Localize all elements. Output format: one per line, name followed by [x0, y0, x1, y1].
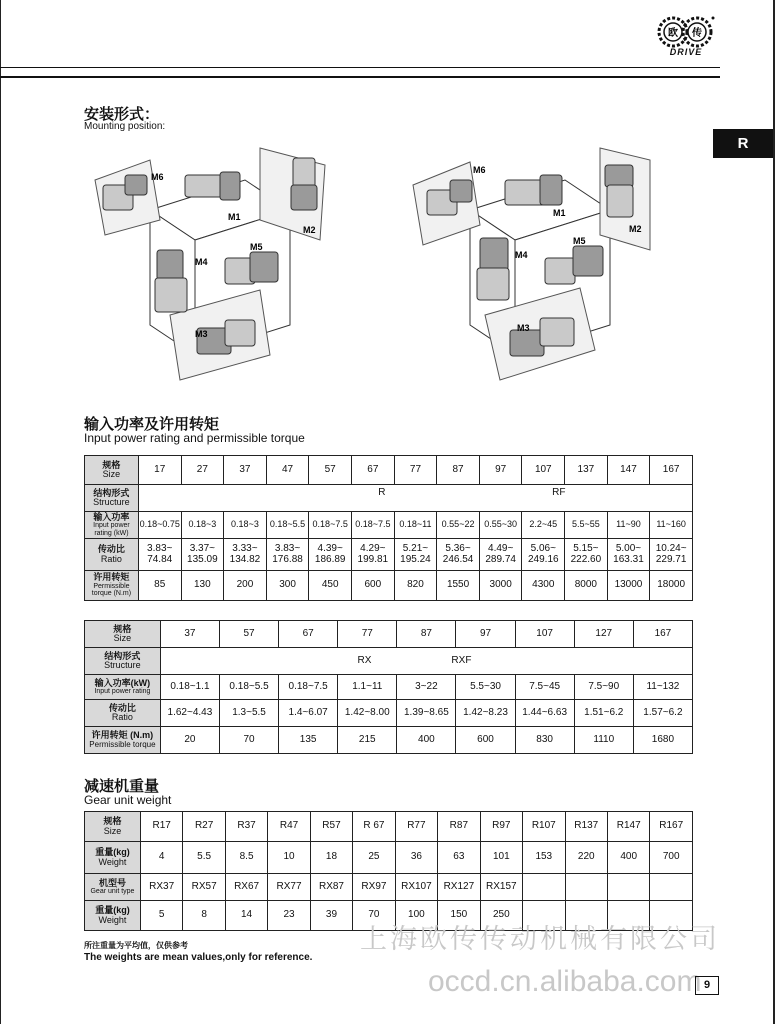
- t2-structure: [160, 648, 692, 675]
- t3-type: [565, 874, 607, 901]
- t2-power: 1.1~11: [338, 675, 397, 700]
- t2-torque: 1110: [574, 727, 633, 754]
- t3-type: RX37: [140, 874, 182, 901]
- t2-size: 107: [515, 621, 574, 648]
- t2-power: 0.18~1.1: [160, 675, 219, 700]
- t3-type-weight: 8: [183, 901, 225, 931]
- t2-ratio: 1.4~6.07: [279, 700, 338, 727]
- t1-torque: 200: [224, 571, 267, 601]
- t1-size: 67: [352, 456, 395, 485]
- t1-ratio: 3.37~ 135.09: [181, 539, 224, 571]
- t2-size: 57: [219, 621, 278, 648]
- label-m4: M4: [195, 257, 208, 267]
- power-table-r: [84, 455, 693, 601]
- label-m3-right: M3: [517, 323, 530, 333]
- t1-power: 0.18~11: [394, 512, 437, 539]
- t2-torque: 600: [456, 727, 515, 754]
- t1-power: 0.18~3: [181, 512, 224, 539]
- t2-power: 5.5~30: [456, 675, 515, 700]
- label-m1: M1: [228, 212, 241, 222]
- t1-ratio: 4.39~ 186.89: [309, 539, 352, 571]
- t1-power: 0.18~0.75: [138, 512, 181, 539]
- t3-type: [523, 874, 565, 901]
- mounting-title-cn: 安装形式：: [84, 106, 160, 123]
- label-m1-right: M1: [553, 208, 566, 218]
- t3-type: RX127: [438, 874, 480, 901]
- t2-torque: 400: [397, 727, 456, 754]
- t3-size: R17: [140, 812, 182, 842]
- t3-type: [650, 874, 693, 901]
- weight-table: [84, 811, 693, 931]
- logo-text: DRIVE: [669, 47, 703, 57]
- t2-structure-a: RX: [357, 654, 372, 666]
- t3-size: R167: [650, 812, 693, 842]
- t1-row-torque-header: 许用转矩 Permissible torque (N.m): [85, 571, 139, 601]
- t2-power: 0.18~5.5: [219, 675, 278, 700]
- t1-torque: 820: [394, 571, 437, 601]
- t1-torque: 130: [181, 571, 224, 601]
- t3-size: R57: [310, 812, 352, 842]
- t1-torque: 450: [309, 571, 352, 601]
- power-title-cn: 输入功率及许用转矩: [84, 416, 220, 433]
- t1-ratio: 5.00~ 163.31: [607, 539, 650, 571]
- label-m6-right: M6: [473, 165, 486, 175]
- t2-structure-b: RXF: [451, 654, 472, 666]
- label-m5-right: M5: [573, 236, 586, 246]
- logo-glyph-right: 传: [692, 28, 702, 39]
- t3-type: RX107: [395, 874, 437, 901]
- t1-power: 0.55~22: [437, 512, 480, 539]
- t1-size: 107: [522, 456, 565, 485]
- t3-row-type-header: 机型号 Gear unit type: [85, 874, 141, 901]
- t3-type-weight: 250: [480, 901, 522, 931]
- t3-type: RX157: [480, 874, 522, 901]
- t1-size: 37: [224, 456, 267, 485]
- label-m6: M6: [151, 172, 164, 182]
- t1-torque: 600: [352, 571, 395, 601]
- t3-weight: 10: [268, 842, 310, 874]
- t1-ratio: 10.24~ 229.71: [650, 539, 693, 571]
- t1-torque: 8000: [565, 571, 608, 601]
- t1-size: 87: [437, 456, 480, 485]
- logo-glyph-left: 欧: [668, 28, 678, 39]
- t1-power: 0.18~7.5: [309, 512, 352, 539]
- t1-ratio: 5.15~ 222.60: [565, 539, 608, 571]
- t3-type-weight: 39: [310, 901, 352, 931]
- t2-size: 67: [279, 621, 338, 648]
- t1-size: 17: [138, 456, 181, 485]
- t2-ratio: 1.42~8.00: [338, 700, 397, 727]
- t1-size: 57: [309, 456, 352, 485]
- t2-size: 167: [633, 621, 692, 648]
- t2-torque: 70: [219, 727, 278, 754]
- t3-type-weight: 5: [140, 901, 182, 931]
- t1-ratio: 4.49~ 289.74: [479, 539, 522, 571]
- t1-row-structure-header: 结构形式 Structure: [85, 485, 139, 512]
- note-cn: 所注重量为平均值，仅供参考: [84, 941, 188, 950]
- t3-type: RX87: [310, 874, 352, 901]
- t3-size: R37: [225, 812, 267, 842]
- t2-power: 0.18~7.5: [279, 675, 338, 700]
- t3-weight: 25: [353, 842, 395, 874]
- t3-type: RX57: [183, 874, 225, 901]
- t2-ratio: 1.42~8.23: [456, 700, 515, 727]
- t2-power: 7.5~90: [574, 675, 633, 700]
- t1-power: 0.18~5.5: [266, 512, 309, 539]
- t1-row-size-header: 规格 Size: [85, 456, 139, 485]
- t3-weight: 400: [607, 842, 649, 874]
- t1-torque: 3000: [479, 571, 522, 601]
- t1-size: 137: [565, 456, 608, 485]
- t2-ratio: 1.62~4.43: [160, 700, 219, 727]
- t1-ratio: 3.83~ 176.88: [266, 539, 309, 571]
- t2-ratio: 1.57~6.2: [633, 700, 692, 727]
- t3-type-weight: 23: [268, 901, 310, 931]
- t3-weight: 153: [523, 842, 565, 874]
- t2-row-power-header: 输入功率(kW) Input power rating: [85, 675, 161, 700]
- t1-torque: 13000: [607, 571, 650, 601]
- t1-row-ratio-header: 传动比 Ratio: [85, 539, 139, 571]
- t1-structure-a: R: [378, 486, 386, 498]
- t1-ratio: 5.06~ 249.16: [522, 539, 565, 571]
- t3-size: R47: [268, 812, 310, 842]
- note-en: The weights are mean values,only for reference.: [84, 952, 313, 963]
- t2-size: 77: [338, 621, 397, 648]
- t3-type-weight: 100: [395, 901, 437, 931]
- watermark-company: 上海欧传传动机械有限公司: [360, 924, 720, 954]
- t1-power: 0.18~3: [224, 512, 267, 539]
- t3-type-weight: 70: [353, 901, 395, 931]
- t2-size: 127: [574, 621, 633, 648]
- header-rule: [0, 67, 720, 68]
- t1-structure-b: RF: [552, 486, 566, 498]
- t3-weight: 8.5: [225, 842, 267, 874]
- mounting-diagram-left: [85, 140, 375, 390]
- t2-size: 37: [160, 621, 219, 648]
- t1-size: 47: [266, 456, 309, 485]
- t3-type: RX77: [268, 874, 310, 901]
- t3-type: RX97: [353, 874, 395, 901]
- header-rule-thick: [0, 76, 720, 78]
- t3-size: R107: [523, 812, 565, 842]
- t1-torque: 85: [138, 571, 181, 601]
- t2-torque: 1680: [633, 727, 692, 754]
- t3-weight: 700: [650, 842, 693, 874]
- t3-type: RX67: [225, 874, 267, 901]
- t2-size: 87: [397, 621, 456, 648]
- t2-row-torque-header: 许用转矩 (N.m) Permissible torque: [85, 727, 161, 754]
- t3-weight: 18: [310, 842, 352, 874]
- t1-size: 97: [479, 456, 522, 485]
- t2-ratio: 1.44~6.63: [515, 700, 574, 727]
- t3-weight: 36: [395, 842, 437, 874]
- t2-ratio: 1.3~5.5: [219, 700, 278, 727]
- t1-size: 147: [607, 456, 650, 485]
- t1-size: 27: [181, 456, 224, 485]
- t1-size: 77: [394, 456, 437, 485]
- t3-size: R97: [480, 812, 522, 842]
- weight-title-cn: 减速机重量: [84, 778, 160, 795]
- t2-torque: 215: [338, 727, 397, 754]
- t1-ratio: 4.29~ 199.81: [352, 539, 395, 571]
- t3-size: R87: [438, 812, 480, 842]
- t2-size: 97: [456, 621, 515, 648]
- t2-torque: 20: [160, 727, 219, 754]
- t1-torque: 300: [266, 571, 309, 601]
- t1-ratio: 5.36~ 246.54: [437, 539, 480, 571]
- t3-size: R147: [607, 812, 649, 842]
- t3-size: R 67: [353, 812, 395, 842]
- t1-ratio: 3.33~ 134.82: [224, 539, 267, 571]
- page-number: 9: [695, 976, 719, 995]
- t1-torque: 18000: [650, 571, 693, 601]
- label-m2: M2: [303, 225, 316, 235]
- t2-power: 7.5~45: [515, 675, 574, 700]
- t3-type-weight: 150: [438, 901, 480, 931]
- t3-weight: 5.5: [183, 842, 225, 874]
- watermark-url: occd.cn.alibaba.com: [428, 965, 702, 998]
- t1-ratio: 3.83~ 74.84: [138, 539, 181, 571]
- t3-size: R137: [565, 812, 607, 842]
- t2-ratio: 1.51~6.2: [574, 700, 633, 727]
- t2-ratio: 1.39~8.65: [397, 700, 456, 727]
- t3-weight: 63: [438, 842, 480, 874]
- t1-power: 0.18~7.5: [352, 512, 395, 539]
- t2-row-structure-header: 结构形式 Structure: [85, 648, 161, 675]
- t1-power: 0.55~30: [479, 512, 522, 539]
- t2-row-size-header: 规格 Size: [85, 621, 161, 648]
- t2-torque: 135: [279, 727, 338, 754]
- t1-power: 2.2~45: [522, 512, 565, 539]
- t3-row-type-weight-header: 重量(kg) Weight: [85, 901, 141, 931]
- power-table-rx: [84, 620, 693, 754]
- t1-torque: 4300: [522, 571, 565, 601]
- t2-power: 3~22: [397, 675, 456, 700]
- label-m5: M5: [250, 242, 263, 252]
- mounting-title-en: Mounting position:: [84, 121, 166, 132]
- t3-size: R77: [395, 812, 437, 842]
- t1-ratio: 5.21~ 195.24: [394, 539, 437, 571]
- label-m2-right: M2: [629, 224, 642, 234]
- power-title-en: Input power rating and permissible torque: [84, 431, 305, 445]
- label-m3: M3: [195, 329, 208, 339]
- label-m4-right: M4: [515, 250, 528, 260]
- weight-title-en: Gear unit weight: [84, 793, 172, 807]
- t1-size: 167: [650, 456, 693, 485]
- t2-torque: 830: [515, 727, 574, 754]
- t3-size: R27: [183, 812, 225, 842]
- t1-torque: 1550: [437, 571, 480, 601]
- t1-row-power-header: 输入功率 Input power rating (kW): [85, 512, 139, 539]
- mounting-diagram-right: [405, 140, 705, 390]
- t1-structure: [138, 485, 692, 512]
- t1-power: 11~160: [650, 512, 693, 539]
- t3-weight: 220: [565, 842, 607, 874]
- t3-type: [607, 874, 649, 901]
- t3-type-weight: 14: [225, 901, 267, 931]
- t1-power: 5.5~55: [565, 512, 608, 539]
- t3-weight: 101: [480, 842, 522, 874]
- t3-weight: 4: [140, 842, 182, 874]
- section-tab-r: R: [713, 129, 773, 158]
- page-frame-left: [0, 0, 1, 1024]
- t1-power: 11~90: [607, 512, 650, 539]
- t3-row-size-header: 规格 Size: [85, 812, 141, 842]
- t2-row-ratio-header: 传动比 Ratio: [85, 700, 161, 727]
- t3-row-weight-header: 重量(kg) Weight: [85, 842, 141, 874]
- t2-power: 11~132: [633, 675, 692, 700]
